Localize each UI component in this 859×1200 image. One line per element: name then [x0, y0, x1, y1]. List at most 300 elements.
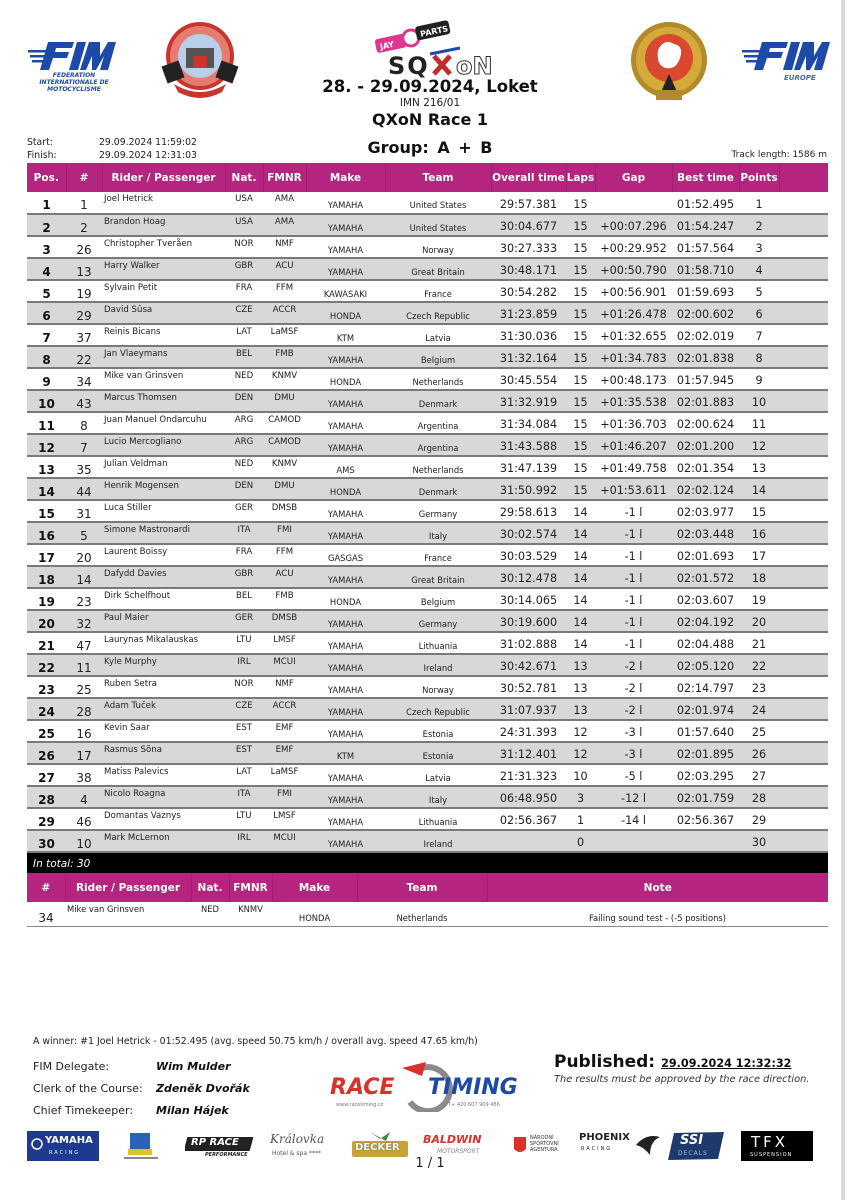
row-points: 11	[739, 412, 779, 434]
col-best-time: Best time	[672, 163, 739, 192]
row-blank	[779, 280, 828, 302]
pen-rider: Mike van Grinsven	[65, 902, 191, 926]
row-rider: Lucio Mercogliano	[102, 434, 225, 456]
row-laps: 12	[566, 720, 595, 742]
row-rider: Domantas Vaznys	[102, 808, 225, 830]
row-points: 26	[739, 742, 779, 764]
row-points: 14	[739, 478, 779, 500]
row-number: 43	[66, 390, 102, 412]
result-row	[27, 786, 828, 808]
row-fmnr: DMU	[263, 390, 306, 412]
row-points: 13	[739, 456, 779, 478]
row-best-time: 02:03.448	[672, 522, 739, 544]
row-overall-time: 31:23.859	[491, 302, 566, 324]
svg-text:www.racetiming.cz: www.racetiming.cz	[336, 1102, 384, 1108]
pen-col-number: #	[27, 873, 65, 902]
row-best-time: 02:04.488	[672, 632, 739, 654]
row-overall-time: 31:32.919	[491, 390, 566, 412]
row-best-time: 02:01.354	[672, 456, 739, 478]
title-block	[300, 77, 560, 158]
row-rider: Ruben Setra	[102, 676, 225, 698]
row-blank	[779, 654, 828, 676]
row-team: Argentina	[385, 412, 491, 434]
row-position: 18	[27, 566, 66, 588]
row-gap: +01:53.611	[595, 478, 672, 500]
row-gap: +00:48.173	[595, 368, 672, 390]
automoto-klub-logo	[160, 18, 240, 103]
row-position: 23	[27, 676, 66, 698]
row-fmnr: LMSF	[263, 808, 306, 830]
row-nat: NED	[225, 368, 263, 390]
row-best-time: 02:56.367	[672, 808, 739, 830]
col-fmnr: FMNR	[263, 163, 306, 192]
row-overall-time: 30:12.478	[491, 566, 566, 588]
imn-number: IMN 216/01	[399, 97, 461, 109]
row-nat: NOR	[225, 676, 263, 698]
row-team: Ireland	[385, 830, 491, 852]
row-fmnr: NMF	[263, 676, 306, 698]
row-number: 26	[66, 236, 102, 258]
published-value: 29.09.2024 12:32:32	[661, 1057, 792, 1070]
pen-fmnr: KNMV	[229, 902, 272, 926]
row-nat: GER	[225, 500, 263, 522]
row-team: Great Britain	[385, 258, 491, 280]
row-best-time: 02:02.124	[672, 478, 739, 500]
row-rider: Reinis Bicans	[102, 324, 225, 346]
svg-text:T+ 420 607 909 486: T+ 420 607 909 486	[448, 1102, 500, 1108]
sponsor-rp-race-sub: PERFORMANCE	[205, 1152, 248, 1158]
sponsor-tfx-sub: SUSPENSION	[750, 1152, 793, 1158]
row-position: 21	[27, 632, 66, 654]
row-team: Italy	[385, 786, 491, 808]
row-blank	[779, 830, 828, 852]
fim-subtitle: FEDERATION INTERNATIONALE DE MOTOCYCLISME	[39, 72, 109, 93]
col-overall-time: Overall time	[491, 163, 566, 192]
row-make: YAMAHA	[306, 214, 385, 236]
winner-summary: A winner: #1 Joel Hetrick - 01:52.495 (avg. speed 50.75 km/h / overall avg. speed 47.65 km/h)	[33, 1036, 478, 1047]
row-number: 14	[66, 566, 102, 588]
row-best-time: 02:04.192	[672, 610, 739, 632]
svg-text:JAY: JAY	[379, 39, 395, 52]
result-row	[27, 214, 828, 236]
row-fmnr: FMB	[263, 346, 306, 368]
col-number: #	[66, 163, 102, 192]
row-overall-time	[491, 830, 566, 852]
row-laps: 14	[566, 566, 595, 588]
row-fmnr: DMSB	[263, 610, 306, 632]
row-points: 16	[739, 522, 779, 544]
row-position: 6	[27, 302, 66, 324]
row-overall-time: 31:32.164	[491, 346, 566, 368]
row-blank	[779, 302, 828, 324]
row-make: YAMAHA	[306, 522, 385, 544]
row-team: Estonia	[385, 742, 491, 764]
row-nat: BEL	[225, 346, 263, 368]
sqxon-event-logo	[370, 18, 510, 78]
row-best-time: 01:59.693	[672, 280, 739, 302]
result-row	[27, 698, 828, 720]
pen-number: 34	[27, 902, 65, 926]
row-number: 7	[66, 434, 102, 456]
row-laps: 15	[566, 302, 595, 324]
col-blank	[779, 163, 828, 192]
row-make: YAMAHA	[306, 676, 385, 698]
group-label: Group: A + B	[367, 138, 493, 157]
row-best-time: 01:57.945	[672, 368, 739, 390]
row-overall-time: 30:48.171	[491, 258, 566, 280]
row-points: 18	[739, 566, 779, 588]
row-make: YAMAHA	[306, 390, 385, 412]
row-best-time: 02:02.019	[672, 324, 739, 346]
row-number: 32	[66, 610, 102, 632]
row-overall-time: 30:03.529	[491, 544, 566, 566]
result-row	[27, 500, 828, 522]
result-row	[27, 390, 828, 412]
published-block	[554, 1052, 809, 1085]
row-make: KAWASAKI	[306, 280, 385, 302]
row-points: 23	[739, 676, 779, 698]
row-make: YAMAHA	[306, 566, 385, 588]
col-rider: Rider / Passenger	[102, 163, 225, 192]
row-overall-time: 24:31.393	[491, 720, 566, 742]
sponsor-phoenix	[578, 1131, 660, 1161]
row-rider: Julian Veldman	[102, 456, 225, 478]
result-row	[27, 588, 828, 610]
sponsor-baldwin-sub: MOTORSPORT	[437, 1148, 480, 1155]
row-blank	[779, 610, 828, 632]
row-blank	[779, 192, 828, 214]
result-row	[27, 742, 828, 764]
row-blank	[779, 698, 828, 720]
row-team: Germany	[385, 610, 491, 632]
row-blank	[779, 808, 828, 830]
row-nat: ARG	[225, 434, 263, 456]
row-nat: CZE	[225, 302, 263, 324]
row-blank	[779, 258, 828, 280]
row-gap: +01:32.655	[595, 324, 672, 346]
row-number: 19	[66, 280, 102, 302]
row-nat: ITA	[225, 786, 263, 808]
row-nat: DEN	[225, 390, 263, 412]
row-nat: ITA	[225, 522, 263, 544]
row-position: 11	[27, 412, 66, 434]
row-position: 1	[27, 192, 66, 214]
row-laps: 15	[566, 434, 595, 456]
row-position: 27	[27, 764, 66, 786]
row-points: 7	[739, 324, 779, 346]
col-gap: Gap	[595, 163, 672, 192]
row-make: YAMAHA	[306, 610, 385, 632]
row-make: YAMAHA	[306, 764, 385, 786]
row-gap	[595, 192, 672, 214]
row-number: 20	[66, 544, 102, 566]
row-make: HONDA	[306, 478, 385, 500]
row-team: Denmark	[385, 390, 491, 412]
official-name: Milan Hájek	[156, 1103, 229, 1117]
pen-nat: NED	[191, 902, 229, 926]
row-make: YAMAHA	[306, 500, 385, 522]
row-position: 7	[27, 324, 66, 346]
sponsor-nsa	[512, 1131, 570, 1161]
page-number: 1 / 1	[415, 1156, 445, 1171]
row-team: Lithuania	[385, 808, 491, 830]
row-number: 17	[66, 742, 102, 764]
row-number: 22	[66, 346, 102, 368]
official-label: Clerk of the Course:	[33, 1081, 143, 1095]
col-nat: Nat.	[225, 163, 263, 192]
row-gap: -14 l	[595, 808, 672, 830]
result-row	[27, 280, 828, 302]
result-row	[27, 808, 828, 830]
row-fmnr: FFM	[263, 280, 306, 302]
row-number: 44	[66, 478, 102, 500]
official-name: Wim Mulder	[156, 1059, 231, 1073]
result-row	[27, 610, 828, 632]
row-best-time: 01:58.710	[672, 258, 739, 280]
row-overall-time: 31:07.937	[491, 698, 566, 720]
track-length: Track length: 1586 m	[731, 150, 827, 160]
results-total: In total: 30	[27, 852, 828, 875]
row-points: 19	[739, 588, 779, 610]
row-team: Germany	[385, 500, 491, 522]
result-row	[27, 302, 828, 324]
row-rider: David Sûsa	[102, 302, 225, 324]
row-rider: Luca Stiller	[102, 500, 225, 522]
row-best-time: 01:52.495	[672, 192, 739, 214]
row-best-time: 02:01.974	[672, 698, 739, 720]
row-best-time: 02:01.895	[672, 742, 739, 764]
sponsor-phoenix-sub: RACING	[581, 1146, 613, 1152]
row-best-time: 02:01.200	[672, 434, 739, 456]
result-row	[27, 522, 828, 544]
row-overall-time: 30:04.677	[491, 214, 566, 236]
results-table	[27, 163, 828, 875]
row-number: 4	[66, 786, 102, 808]
row-team: Netherlands	[385, 456, 491, 478]
row-rider: Juan Manuel Ondarcuhu	[102, 412, 225, 434]
fim-europe-logo	[740, 36, 830, 86]
row-make: YAMAHA	[306, 346, 385, 368]
row-nat: FRA	[225, 280, 263, 302]
row-rider: Rasmus Sõna	[102, 742, 225, 764]
row-position: 3	[27, 236, 66, 258]
row-points: 20	[739, 610, 779, 632]
sponsor-kralovka	[268, 1131, 340, 1161]
row-position: 17	[27, 544, 66, 566]
row-number: 28	[66, 698, 102, 720]
result-row	[27, 434, 828, 456]
row-laps: 15	[566, 280, 595, 302]
row-gap: +01:35.538	[595, 390, 672, 412]
row-rider: Kyle Murphy	[102, 654, 225, 676]
result-row	[27, 676, 828, 698]
row-rider: Dafydd Davies	[102, 566, 225, 588]
row-number: 13	[66, 258, 102, 280]
row-rider: Brandon Hoag	[102, 214, 225, 236]
row-position: 24	[27, 698, 66, 720]
row-best-time: 02:01.572	[672, 566, 739, 588]
result-row	[27, 632, 828, 654]
row-best-time: 02:03.607	[672, 588, 739, 610]
row-overall-time: 30:54.282	[491, 280, 566, 302]
row-nat: BEL	[225, 588, 263, 610]
event-date-location: 28. - 29.09.2024, Loket	[322, 77, 538, 96]
row-best-time: 02:03.295	[672, 764, 739, 786]
row-overall-time: 30:19.600	[491, 610, 566, 632]
row-best-time	[672, 830, 739, 852]
row-number: 11	[66, 654, 102, 676]
row-gap: -1 l	[595, 610, 672, 632]
row-rider: Marcus Thomsen	[102, 390, 225, 412]
sponsor-ssi-decals	[666, 1131, 726, 1161]
sponsor-rp-race	[185, 1131, 257, 1161]
result-row	[27, 544, 828, 566]
svg-text:PARTS: PARTS	[419, 24, 449, 39]
row-best-time: 02:01.693	[672, 544, 739, 566]
row-blank	[779, 588, 828, 610]
sponsor-kralovka-name: Královka	[270, 1132, 325, 1146]
col-pos: Pos.	[27, 163, 66, 192]
row-position: 30	[27, 830, 66, 852]
sponsor-yamaha	[27, 1131, 99, 1161]
row-rider: Henrik Mogensen	[102, 478, 225, 500]
results-body	[27, 192, 828, 852]
row-number: 25	[66, 676, 102, 698]
row-points: 5	[739, 280, 779, 302]
row-blank	[779, 434, 828, 456]
sponsor-js	[120, 1131, 162, 1161]
published-label: Published:	[554, 1052, 656, 1072]
row-fmnr: FMI	[263, 786, 306, 808]
row-blank	[779, 346, 828, 368]
row-gap: +00:56.901	[595, 280, 672, 302]
row-position: 13	[27, 456, 66, 478]
row-laps: 14	[566, 544, 595, 566]
penalties-total-row	[27, 927, 828, 951]
penalties-header-row	[27, 873, 828, 902]
row-laps: 1	[566, 808, 595, 830]
row-position: 20	[27, 610, 66, 632]
row-fmnr: EMF	[263, 742, 306, 764]
row-gap: +01:26.478	[595, 302, 672, 324]
row-number: 35	[66, 456, 102, 478]
row-number: 10	[66, 830, 102, 852]
row-gap	[595, 830, 672, 852]
row-fmnr: CAMOD	[263, 412, 306, 434]
row-position: 25	[27, 720, 66, 742]
row-team: Argentina	[385, 434, 491, 456]
row-blank	[779, 390, 828, 412]
row-gap: -1 l	[595, 522, 672, 544]
row-points: 2	[739, 214, 779, 236]
result-row	[27, 346, 828, 368]
row-rider: Matiss Palevics	[102, 764, 225, 786]
pen-team: Netherlands	[357, 902, 487, 926]
row-nat: EST	[225, 742, 263, 764]
svg-text:RACE: RACE	[330, 1075, 395, 1100]
row-gap: -2 l	[595, 654, 672, 676]
autoklub-cr-logo	[626, 20, 712, 105]
row-nat: GER	[225, 610, 263, 632]
row-team: Netherlands	[385, 368, 491, 390]
row-rider: Dirk Schelfhout	[102, 588, 225, 610]
row-make: YAMAHA	[306, 434, 385, 456]
row-gap: +01:49.758	[595, 456, 672, 478]
phoenix-bird-icon	[636, 1131, 660, 1161]
row-make: KTM	[306, 324, 385, 346]
row-gap: -1 l	[595, 632, 672, 654]
sponsor-phoenix-name: PHOENIX	[579, 1132, 630, 1143]
col-points: Points	[739, 163, 779, 192]
row-best-time: 02:05.120	[672, 654, 739, 676]
row-gap: -2 l	[595, 698, 672, 720]
row-position: 10	[27, 390, 66, 412]
pen-make: HONDA	[272, 902, 357, 926]
row-laps: 14	[566, 522, 595, 544]
row-laps: 15	[566, 412, 595, 434]
row-team: Norway	[385, 236, 491, 258]
row-team: Czech Republic	[385, 302, 491, 324]
row-blank	[779, 324, 828, 346]
row-rider: Adam Tuček	[102, 698, 225, 720]
row-team: United States	[385, 214, 491, 236]
row-gap: -12 l	[595, 786, 672, 808]
row-overall-time: 21:31.323	[491, 764, 566, 786]
row-rider: Mark McLernon	[102, 830, 225, 852]
sponsor-kralovka-sub: Hotel & spa ****	[272, 1150, 321, 1157]
row-position: 28	[27, 786, 66, 808]
row-fmnr: AMA	[263, 214, 306, 236]
row-best-time: 01:57.640	[672, 720, 739, 742]
sponsor-ssi-name: SSI	[680, 1133, 704, 1148]
result-row	[27, 192, 828, 214]
row-position: 29	[27, 808, 66, 830]
row-rider: Joel Hetrick	[102, 192, 225, 214]
row-team: Lithuania	[385, 632, 491, 654]
row-laps: 15	[566, 456, 595, 478]
row-rider: Simone Mastronardi	[102, 522, 225, 544]
row-laps: 15	[566, 236, 595, 258]
row-make: YAMAHA	[306, 654, 385, 676]
row-blank	[779, 566, 828, 588]
row-laps: 15	[566, 192, 595, 214]
row-nat: LTU	[225, 632, 263, 654]
row-rider: Kevin Saar	[102, 720, 225, 742]
row-number: 2	[66, 214, 102, 236]
row-position: 26	[27, 742, 66, 764]
row-team: Belgium	[385, 588, 491, 610]
published-note: The results must be approved by the race direction.	[554, 1074, 810, 1085]
result-row	[27, 830, 828, 852]
row-gap: -1 l	[595, 500, 672, 522]
race-title: QXoN Race 1	[371, 110, 489, 129]
row-number: 37	[66, 324, 102, 346]
result-row	[27, 258, 828, 280]
row-laps: 15	[566, 214, 595, 236]
row-rider: Harry Walker	[102, 258, 225, 280]
official-name: Zdeněk Dvořák	[156, 1081, 250, 1095]
result-row	[27, 566, 828, 588]
row-nat: IRL	[225, 830, 263, 852]
start-value: 29.09.2024 11:59:02	[99, 137, 197, 148]
row-overall-time: 30:52.781	[491, 676, 566, 698]
row-fmnr: KNMV	[263, 456, 306, 478]
race-timing-logo	[330, 1062, 532, 1112]
row-overall-time: 31:43.588	[491, 434, 566, 456]
row-team: Great Britain	[385, 566, 491, 588]
row-rider: Christopher Tveråen	[102, 236, 225, 258]
row-blank	[779, 236, 828, 258]
